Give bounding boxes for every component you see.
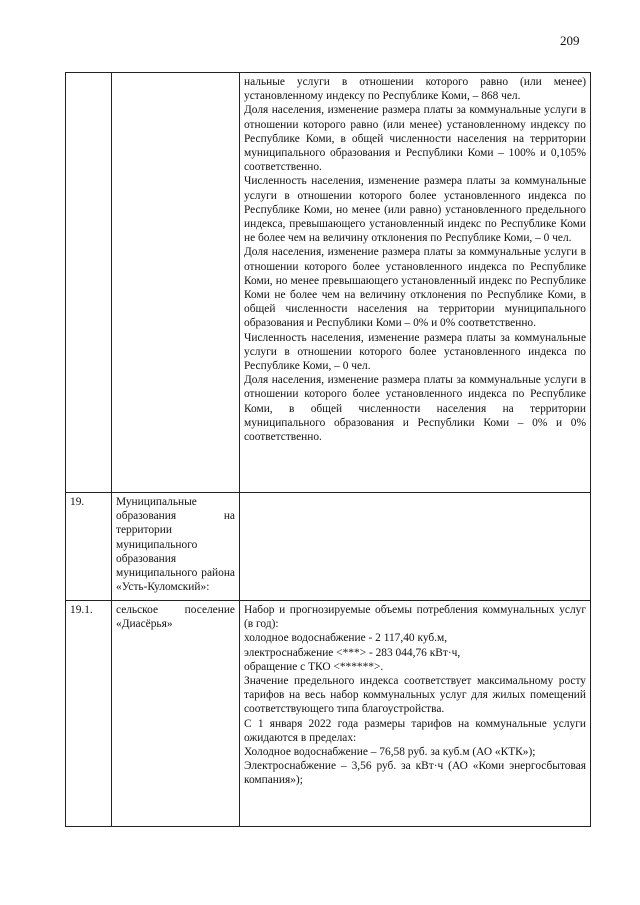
paragraph: Значение предельного индекса соответствует максимальному росту тарифов на весь набор коммунальных услуг для жилых помещений соответствующего типа благоустройства. bbox=[244, 675, 586, 716]
paragraph: нальные услуги в отношении которого равно (или менее) установленному индексу по Республике Коми, – 868 чел. bbox=[244, 76, 586, 103]
paragraph: Доля населения, изменение размера платы за коммунальные услуги в отношении которого более установленного индекса по Республике Коми, но менее превышающего установленный индекс по Республике Коми не более чем на величину отклонения по Республике Коми, в общей численности населения на территории муниципального образования и Республики Коми – 0% и 0% соответственно. bbox=[244, 246, 586, 330]
row-number-cell: 19. bbox=[66, 493, 112, 601]
row-description-cell bbox=[240, 493, 591, 601]
page-number: 209 bbox=[560, 33, 580, 48]
paragraph: холодное водоснабжение - 2 117,40 куб.м, bbox=[244, 632, 448, 645]
row-number-cell: 19.1. bbox=[66, 601, 112, 827]
row-name-cell: сельское поселение «Диасёрья» bbox=[112, 601, 240, 827]
paragraph: Численность населения, изменение размера платы за коммунальные услуги в отношении которого более установленного индекса по Республике Коми, – 0 чел. bbox=[244, 331, 586, 373]
table-row bbox=[66, 493, 591, 601]
paragraph: Холодное водоснабжение – 76,58 руб. за куб.м (АО «КТК»); bbox=[244, 746, 536, 759]
paragraph: Набор и прогнозируемые объемы потребления коммунальных услуг (в год): bbox=[244, 604, 586, 631]
row-name-cell bbox=[112, 73, 240, 493]
document-table bbox=[65, 72, 591, 827]
paragraph: Доля населения, изменение размера платы за коммунальные услуги в отношении которого более установленного индекса по Республике Коми, в общей численности населения на территории муниципального образования и Республики Коми – 0% и 0% соответственно. bbox=[244, 374, 586, 444]
row-description-cell bbox=[240, 73, 591, 493]
paragraph: электроснабжение <***> - 283 044,76 кВт·ч, bbox=[244, 646, 461, 659]
table-row bbox=[66, 73, 591, 493]
row-number-cell bbox=[66, 73, 112, 493]
paragraph: С 1 января 2022 года размеры тарифов на коммунальные услуги ожидаются в пределах: bbox=[244, 717, 586, 744]
row-name-cell: Муниципальные образования на территории муниципального образования муниципального района «Усть-Куломский»: bbox=[112, 493, 240, 601]
paragraph: обращение с ТКО <******>. bbox=[244, 660, 384, 673]
paragraph: Электроснабжение – 3,56 руб. за кВт·ч (АО «Коми энергосбытовая компания»); bbox=[244, 760, 586, 787]
paragraph: Численность населения, изменение размера платы за коммунальные услуги в отношении которого более установленного индекса по Республике Коми, но менее (или равно) установленного предельного индекса, превышающего установленный индекс по Республике Коми не более чем на величину отклонения по Республике Коми, – 0 чел. bbox=[244, 175, 586, 245]
table-row bbox=[66, 601, 591, 827]
paragraph: Доля населения, изменение размера платы за коммунальные услуги в отношении которого равно (или менее) установленному индексу по Республике Коми, в общей численности населения на территории муниципального образования и Республики Коми – 100% и 0,105% соответственно. bbox=[244, 104, 586, 174]
row-description-cell bbox=[240, 601, 591, 827]
